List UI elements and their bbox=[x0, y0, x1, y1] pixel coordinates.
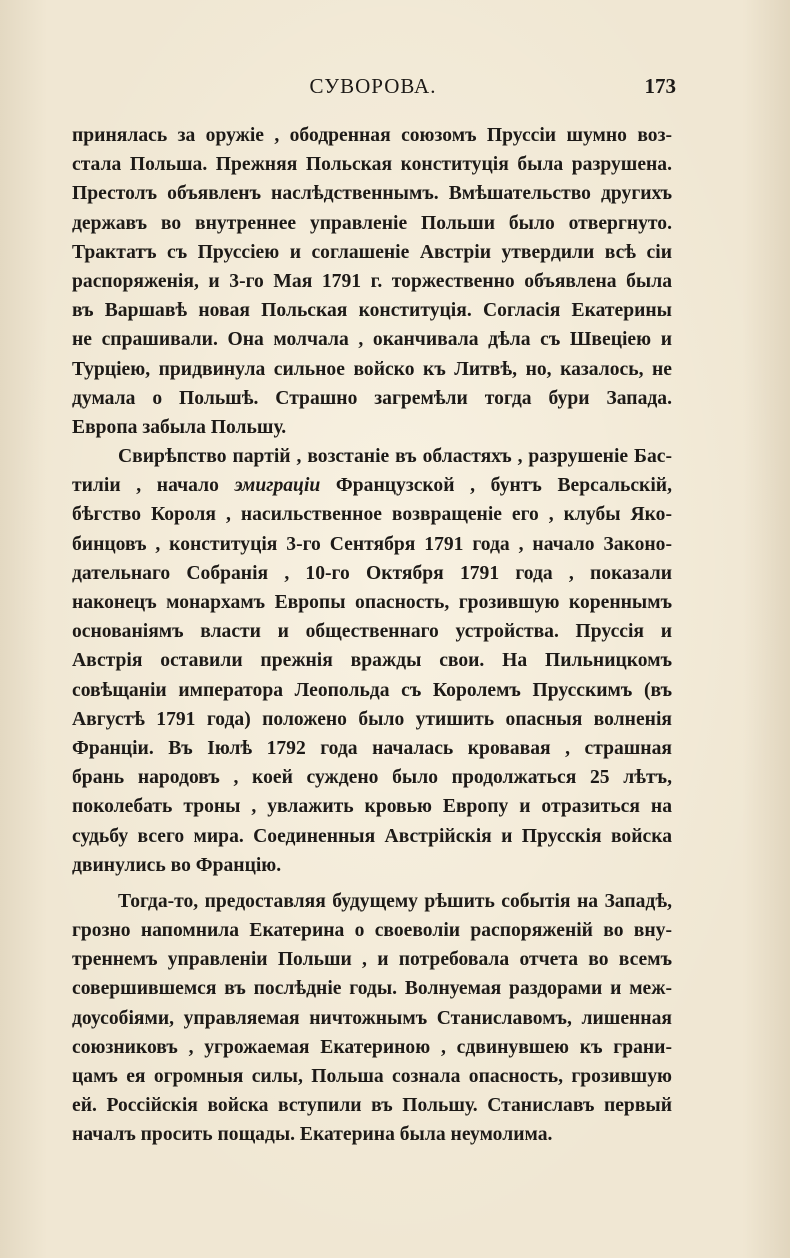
text-line: брань народовъ , коей суждено было продолжаться 25 лѣтъ, bbox=[72, 767, 672, 789]
text-line: Австрія оставили прежнія вражды свои. На Пильницкомъ bbox=[72, 650, 672, 672]
text-line: грозно напомнила Екатерина о своеволіи распоряженій во вну- bbox=[72, 920, 672, 942]
text-line: державъ во внутреннее управленіе Польши было отвергнуто. bbox=[72, 212, 672, 234]
text-line: союзниковъ , угрожаемая Екатериною , сдвинувшею къ грани- bbox=[72, 1036, 672, 1058]
text-line: Свирѣпство партій , возстаніе въ областяхъ , разрушеніе Бас- bbox=[118, 446, 672, 468]
text-line: думала о Польшѣ. Страшно загремѣли тогда бури Запада. bbox=[72, 387, 672, 409]
page-number: 173 bbox=[644, 74, 676, 98]
text-line: доусобіями, управляемая ничтожнымъ Станиславомъ, лишенная bbox=[72, 1007, 672, 1029]
paragraph-gap bbox=[72, 880, 672, 887]
paragraph bbox=[72, 121, 672, 442]
paragraph bbox=[72, 887, 672, 1150]
text-line: распоряженія, и 3-го Мая 1791 г. торжественно объявлена была bbox=[72, 270, 672, 292]
text-line: ей. Россійскія войска вступили въ Польшу. Станиславъ первый bbox=[72, 1095, 672, 1117]
text-line: Престолъ объявленъ наслѣдственнымъ. Вмѣшательство другихъ bbox=[72, 183, 672, 205]
text-line: двинулись во Францію. bbox=[72, 854, 282, 876]
text-line: принялась за оружіе , ободренная союзомъ Пруссіи шумно воз- bbox=[72, 125, 672, 146]
text-line: бѣгство Короля , насильственное возвращеніе его , клубы Яко- bbox=[72, 504, 672, 526]
text-line: началъ просить пощады. Екатерина была неумолима. bbox=[72, 1124, 553, 1146]
text-line: треннемъ управленіи Польши , и потребовала отчета во всемъ bbox=[72, 949, 672, 971]
text-line: Европа забыла Польшу. bbox=[72, 416, 287, 438]
text-line: Трактатъ съ Пруссіею и соглашеніе Австріи утвердили всѣ сіи bbox=[72, 241, 672, 263]
text-line: цамъ ея огромныя силы, Польша сознала опасность, грозившую bbox=[72, 1066, 672, 1087]
text-line: наконецъ монархамъ Европы опасность, грозившую кореннымъ bbox=[72, 592, 672, 613]
text-line: основаніямъ власти и общественнаго устройства. Пруссія и bbox=[72, 621, 672, 643]
text-line: стала Польша. Прежняя Польская конституція была разрушена. bbox=[72, 154, 672, 176]
text-line: Августѣ 1791 года) положено было утишить опасныя волненія bbox=[72, 708, 672, 730]
text-line: совершившемся въ послѣдніе годы. Волнуемая раздорами и меж- bbox=[72, 978, 672, 1000]
text-line: дательнаго Собранія , 10-го Октября 1791 года , показали bbox=[72, 562, 672, 584]
text-line: судьбу всего мира. Соединенныя Австрійскія и Прусскія войска bbox=[72, 825, 672, 847]
italic-term: эмиграціи bbox=[234, 475, 321, 497]
body-text bbox=[72, 121, 672, 1150]
paragraph bbox=[72, 442, 672, 880]
text-line: Франціи. Въ Іюлѣ 1792 года началась кровавая , страшная bbox=[72, 737, 672, 759]
text-line: бинцовъ , конституція 3-го Сентября 1791 года , начало Законо- bbox=[72, 533, 672, 555]
text-line: Тогда-то, предоставляя будущему рѣшить событія на Западѣ, bbox=[118, 890, 672, 912]
page-header bbox=[70, 74, 676, 106]
text-line: поколебать троны , увлажить кровью Европу и отразиться на bbox=[72, 796, 672, 818]
text-line: совѣщаніи императора Леопольда съ Королемъ Прусскимъ (въ bbox=[72, 679, 672, 701]
running-title: СУВОРОВА. bbox=[309, 74, 437, 98]
text-line: тиліи , начало эмиграціи Французской , бунтъ Версальскій, bbox=[72, 475, 672, 497]
text-line: не спрашивали. Она молчала , оканчивала дѣла съ Швеціею и bbox=[72, 329, 672, 351]
text-line: Турціею, придвинула сильное войско къ Литвѣ, но, казалось, не bbox=[72, 358, 672, 380]
text-line: въ Варшавѣ новая Польская конституція. Согласія Екатерины bbox=[72, 300, 672, 322]
